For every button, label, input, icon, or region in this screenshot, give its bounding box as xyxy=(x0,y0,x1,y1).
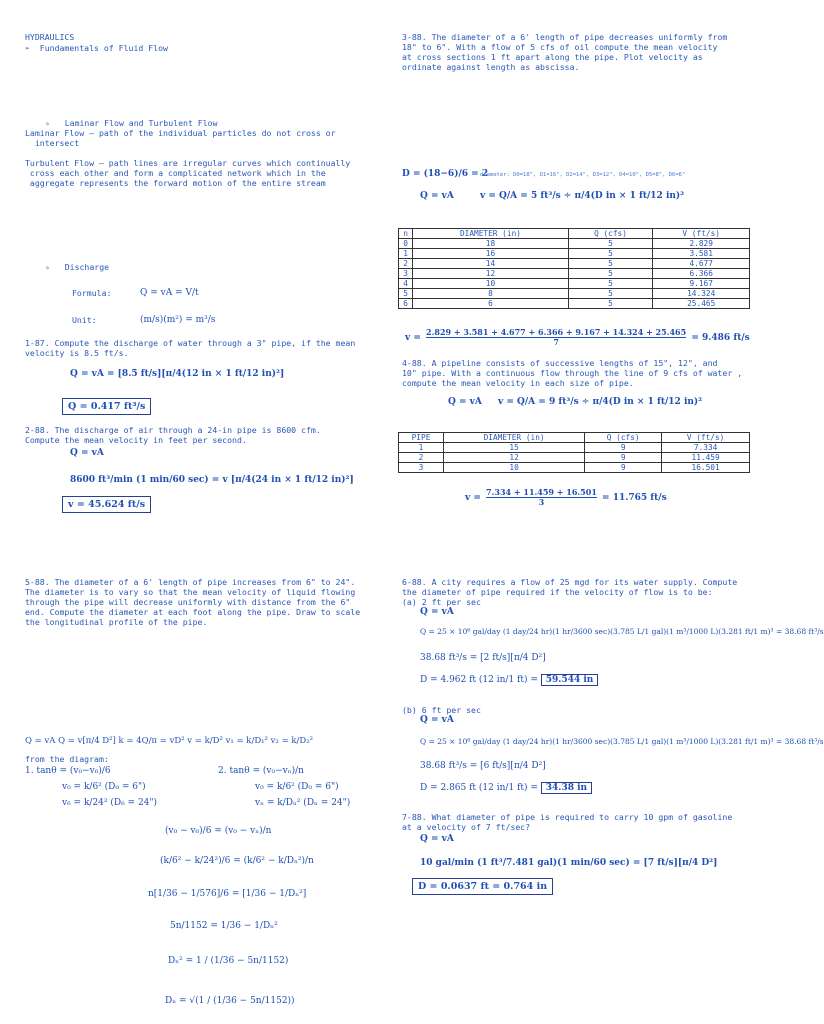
table-cell: 5 xyxy=(568,259,653,269)
table-row xyxy=(399,443,750,453)
table-header: V (ft/s) xyxy=(662,433,750,443)
problem-5-step-1: (v₀ − v₆)/6 = (v₀ − vₙ)/n xyxy=(165,826,272,836)
problem-4-average-den: 3 xyxy=(538,497,545,507)
problem-3-qva: Q = vA xyxy=(420,191,454,201)
table-header: Q (cfs) xyxy=(568,229,653,239)
problem-3-average: v = $\frac{2.829 + 3.581 + 4.677 + 6.366 + 9.167 + 14.324 + 25.465}{7}$ = 9.486 ft/s xyxy=(405,327,750,347)
problem-3-d-step: D = (18−6)/6 = 2 xyxy=(402,169,489,179)
problem-7-answer: D = 0.0637 ft = 0.764 in xyxy=(412,878,553,895)
problem-6-part-a: (a) 2 ft per sec xyxy=(402,597,481,607)
table-row xyxy=(399,453,750,463)
table-header: DIAMETER (in) xyxy=(444,433,585,443)
problem-6-text-2: the diameter of pipe required if the velocity of flow is to be: xyxy=(402,587,713,597)
problem-2-answer: v = 45.624 ft/s xyxy=(62,496,151,513)
problem-3-average-den: 7 xyxy=(553,337,559,347)
table-row xyxy=(399,239,750,249)
problem-5-step-4: 5n/1152 = 1/36 − 1/Dₙ² xyxy=(170,921,278,931)
problem-5-text-4: end. Compute the diameter at each foot along the pipe. Draw to scale xyxy=(25,607,361,617)
table-row xyxy=(399,463,750,473)
turbulent-def-3: aggregate represents the forward motion of the entire stream xyxy=(25,178,326,188)
problem-5-equation-row: Q = vA Q = v[π/4 D²] k = 4Q/π = vD² v = k/D² v₁ = k/D₁² v₂ = k/D₂² xyxy=(25,736,314,746)
formula-eq: Q = vA = V/t xyxy=(140,288,199,298)
problem-1-equation: Q = vA = [8.5 ft/s][π/4(12 in × 1 ft/12 in)²] xyxy=(70,369,285,379)
problem-2-qva: Q = vA xyxy=(70,448,104,458)
problem-3-table xyxy=(398,228,750,309)
table-cell: 3.581 xyxy=(653,249,750,259)
table-header: DIAMETER (in) xyxy=(413,229,568,239)
unit-label: Unit: xyxy=(72,315,97,325)
problem-2-text-2: Compute the mean velocity in feet per second. xyxy=(25,435,247,445)
problem-6-flow-conversion-b: Q = 25 × 10⁶ gal/day (1 day/24 hr)(1 hr/3600 sec)(3.785 L/1 gal)(1 m³/1000 L)(3.281 ft/1 m)³ = 38.68 ft³/s xyxy=(420,737,824,746)
problem-5-step-3: n[1/36 − 1/576]/6 = [1/36 − 1/Dₙ²] xyxy=(148,889,307,899)
problem-4-text-2: 10" pipe. With a continuous flow through the line of 9 cfs of water , xyxy=(402,368,743,378)
turbulent-def: Turbulent Flow – path lines are irregular curves which continually xyxy=(25,158,351,168)
problem-4-qva: Q = vA xyxy=(448,397,482,407)
table-cell: 6 xyxy=(413,299,568,309)
problem-2-equation: 8600 ft³/min (1 min/60 sec) = v [π/4(24 in × 1 ft/12 in)²] xyxy=(70,475,354,485)
table-cell: 5 xyxy=(568,279,653,289)
problem-6-eq-a: 38.68 ft³/s = [2 ft/s][π/4 D²] xyxy=(420,653,546,663)
table-cell: 6.366 xyxy=(653,269,750,279)
problem-3-average-num: 2.829 + 3.581 + 4.677 + 6.366 + 9.167 + 14.324 + 25.465 xyxy=(426,327,687,337)
table-cell: 5 xyxy=(568,249,653,259)
table-row xyxy=(399,259,750,269)
table-cell: 2 xyxy=(399,259,413,269)
table-cell: 5 xyxy=(568,299,653,309)
table-header: Q (cfs) xyxy=(585,433,662,443)
problem-6-diameter-b xyxy=(420,782,592,794)
problem-6-answer-a: 59.544 in xyxy=(541,674,599,686)
problem-7-text-2: at a velocity of 7 ft/sec? xyxy=(402,822,531,832)
table-header: PIPE xyxy=(399,433,444,443)
problem-5-case-2-vn: vₙ = k/Dₙ² (Dₙ = 24") xyxy=(255,798,351,808)
problem-6-text: 6-88. A city requires a flow of 25 mgd for its water supply. Compute xyxy=(402,577,738,587)
problem-3-text-3: at cross sections 1 ft apart along the pipe. Plot velocity as xyxy=(402,52,703,62)
table-cell: 16.501 xyxy=(662,463,750,473)
table-cell: 4 xyxy=(399,279,413,289)
table-cell: 5 xyxy=(399,289,413,299)
table-header: n xyxy=(399,229,413,239)
section-subtitle: ➢ Fundamentals of Fluid Flow xyxy=(25,43,168,53)
table-cell: 4.677 xyxy=(653,259,750,269)
problem-1-answer: Q = 0.417 ft³/s xyxy=(62,398,151,415)
table-cell: 18 xyxy=(413,239,568,249)
problem-5-text-3: through the pipe will decrease uniformly with distance from the 6" xyxy=(25,597,351,607)
problem-5-case-2: 2. tanθ = (v₀−vₙ)/n xyxy=(218,766,304,776)
problem-3-text-4: ordinate against length as abscissa. xyxy=(402,62,580,72)
table-cell: 14 xyxy=(413,259,568,269)
table-cell: 25.465 xyxy=(653,299,750,309)
problem-7-text: 7-88. What diameter of pipe is required to carry 10 gpm of gasoline xyxy=(402,812,733,822)
table-cell: 8 xyxy=(413,289,568,299)
problem-5-step-6: Dₙ = √(1 / (1/36 − 5n/1152)) xyxy=(165,996,295,1006)
problem-4-text-3: compute the mean velocity in each size of pipe. xyxy=(402,378,634,388)
problem-2-text: 2-88. The discharge of air through a 24-in pipe is 8600 cfm. xyxy=(25,425,321,435)
table-cell: 0 xyxy=(399,239,413,249)
table-cell: 10 xyxy=(444,463,585,473)
unit-eq: (m/s)(m²) = m³/s xyxy=(140,315,216,325)
table-row xyxy=(399,289,750,299)
table-cell: 14.324 xyxy=(653,289,750,299)
problem-4-average-result: = 11.765 ft/s xyxy=(602,493,667,503)
table-header: V (ft/s) xyxy=(653,229,750,239)
problem-3-text: 3-88. The diameter of a 6' length of pipe decreases uniformly from xyxy=(402,32,728,42)
table-cell: 9.167 xyxy=(653,279,750,289)
problem-4-average-num: 7.334 + 11.459 + 16.501 xyxy=(486,487,597,497)
table-cell: 11.459 xyxy=(662,453,750,463)
table-cell: 3 xyxy=(399,269,413,279)
table-cell: 10 xyxy=(413,279,568,289)
problem-3-velocity-eq: v = Q/A = 5 ft³/s ÷ π/4(D in × 1 ft/12 in)² xyxy=(480,191,685,201)
table-cell: 6 xyxy=(399,299,413,309)
laminar-heading: ✧ Laminar Flow and Turbulent Flow xyxy=(45,118,218,128)
problem-5-case-2-v0: v₀ = k/6² (D₀ = 6") xyxy=(255,782,339,792)
problem-6-qva: Q = vA xyxy=(420,607,454,617)
table-cell: 12 xyxy=(444,453,585,463)
problem-6-qva-b: Q = vA xyxy=(420,715,454,725)
table-row xyxy=(399,249,750,259)
problem-6-eq-b: 38.68 ft³/s = [6 ft/s][π/4 D²] xyxy=(420,761,546,771)
discharge-heading: ✧ Discharge xyxy=(45,262,110,272)
problem-3-average-result: = 9.486 ft/s xyxy=(691,333,750,343)
table-cell: 16 xyxy=(413,249,568,259)
problem-5-case-1: 1. tanθ = (v₀−v₆)/6 xyxy=(25,766,111,776)
table-cell: 2.829 xyxy=(653,239,750,249)
problem-6-answer-b: 34.38 in xyxy=(541,782,592,794)
problem-4-average: v = $\frac{7.334 + 11.459 + 16.501}{3}$ = 11.765 ft/s xyxy=(465,487,667,507)
table-row xyxy=(399,279,750,289)
table-cell: 9 xyxy=(585,463,662,473)
table-cell: 5 xyxy=(568,239,653,249)
problem-5-case-1-v6: v₆ = k/24² (D₆ = 24") xyxy=(62,798,158,808)
table-cell: 1 xyxy=(399,249,413,259)
problem-5-from-diagram: from the diagram: xyxy=(25,754,109,764)
problem-4-table xyxy=(398,432,750,473)
problem-3-diameter-note: diameter: D0=18", D1=16", D2=14", D3=12", D4=10", D5=8", D6=6" xyxy=(480,172,686,178)
formula-label: Formula: xyxy=(72,288,112,298)
problem-7-equation: 10 gal/min (1 ft³/7.481 gal)(1 min/60 sec) = [7 ft/s][π/4 D²] xyxy=(420,858,718,868)
problem-1-text: 1-87. Compute the discharge of water through a 3" pipe, if the mean xyxy=(25,338,356,348)
table-cell: 9 xyxy=(585,453,662,463)
table-cell: 5 xyxy=(568,289,653,299)
table-cell: 3 xyxy=(399,463,444,473)
doc-title: HYDRAULICS xyxy=(25,32,75,42)
laminar-def: Laminar Flow – path of the individual particles do not cross or xyxy=(25,128,336,138)
table-cell: 15 xyxy=(444,443,585,453)
table-cell: 1 xyxy=(399,443,444,453)
table-row xyxy=(399,269,750,279)
laminar-def-cont: intersect xyxy=(25,138,80,148)
turbulent-def-2: cross each other and form a complicated network which in the xyxy=(25,168,326,178)
problem-1-text-2: velocity is 8.5 ft/s. xyxy=(25,348,129,358)
problem-3-text-2: 18" to 6". With a flow of 5 cfs of oil compute the mean velocity xyxy=(402,42,718,52)
problem-6-diameter-a xyxy=(420,674,598,686)
problem-6-diameter-a-calc: D = 4.962 ft (12 in/1 ft) = xyxy=(420,675,538,685)
problem-7-qva: Q = vA xyxy=(420,834,454,844)
table-cell: 5 xyxy=(568,269,653,279)
problem-5-step-5: Dₙ² = 1 / (1/36 − 5n/1152) xyxy=(168,956,289,966)
table-cell: 2 xyxy=(399,453,444,463)
table-row xyxy=(399,299,750,309)
problem-4-text: 4-88. A pipeline consists of successive lengths of 15", 12", and xyxy=(402,358,718,368)
problem-5-text: 5-88. The diameter of a 6' length of pipe increases from 6" to 24". xyxy=(25,577,356,587)
problem-6-diameter-b-calc: D = 2.865 ft (12 in/1 ft) = xyxy=(420,783,538,793)
table-cell: 9 xyxy=(585,443,662,453)
problem-4-velocity-eq: v = Q/A = 9 ft³/s ÷ π/4(D in × 1 ft/12 in)² xyxy=(498,397,703,407)
problem-5-text-2: The diameter is to vary so that the mean velocity of liquid flowing xyxy=(25,587,356,597)
problem-6-flow-conversion-a: Q = 25 × 10⁶ gal/day (1 day/24 hr)(1 hr/3600 sec)(3.785 L/1 gal)(1 m³/1000 L)(3.281 ft/1 m)³ = 38.68 ft³/s xyxy=(420,627,824,636)
table-cell: 12 xyxy=(413,269,568,279)
problem-5-step-2: (k/6² − k/24²)/6 = (k/6² − k/Dₙ²)/n xyxy=(160,856,314,866)
problem-5-case-1-v0: v₀ = k/6² (D₀ = 6") xyxy=(62,782,146,792)
problem-5-text-5: the longitudinal profile of the pipe. xyxy=(25,617,208,627)
table-cell: 7.334 xyxy=(662,443,750,453)
problem-6-part-b: (b) 6 ft per sec xyxy=(402,705,481,715)
